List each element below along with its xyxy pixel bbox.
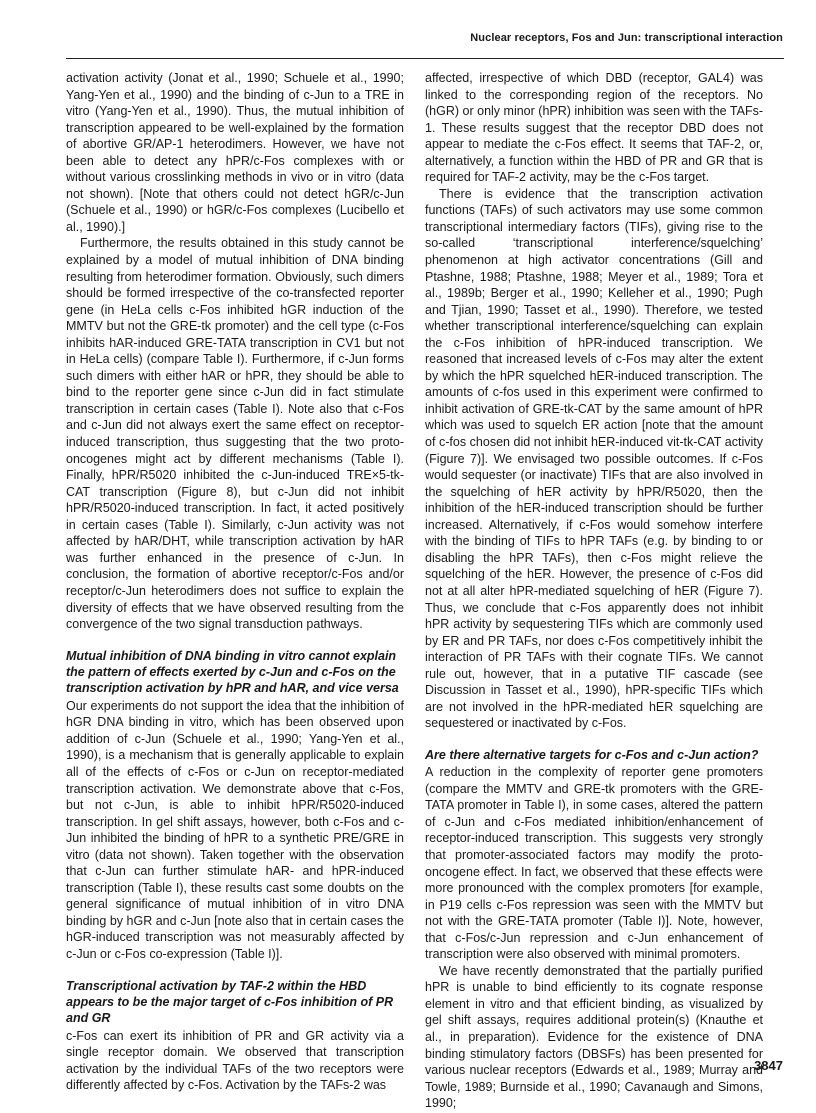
paragraph: activation activity (Jonat et al., 1990; Schuele et al., 1990; Yang-Yen et al., 1990) and the binding of c-Jun to a TRE in vitro (Yang-Yen et al., 1990). Thus, the mutual inhibition of transcription appeared to be well-explained by the formation of abortive GR/AP-1 heterodimers. However, we have not been able to detect any hPR/c-Fos complexes with or without various crosslinking methods in vivo or in vitro (data not shown). [Note that others could not detect hGR/c-Jun (Schuele et al., 1990) or hGR/c-Fos complexes (Lucibello et al., 1990).] [66, 71, 404, 234]
paragraph: c-Fos can exert its inhibition of PR and GR activity via a single receptor domain. We observed that transcription activation by the individual TAFs of the two receptors were differently affected by c-Fos. Activation by the TAFs-2 was [66, 1028, 404, 1093]
page-number: 3847 [754, 1058, 783, 1073]
right-column [425, 70, 763, 1112]
running-head: Nuclear receptors, Fos and Jun: transcriptional interaction [470, 32, 783, 44]
paragraph: A reduction in the complexity of reporter gene promoters (compare the MMTV and GRE-tk promoters with the GRE-TATA promoter in Table I), in some cases, altered the pattern of c-Jun and c-Fos mediated inhibition/enhancement of receptor-induced transcription. This suggests very strongly that promoter-associated factors may modify the proto-oncogene effect. In fact, we observed that these effects were more pronounced with the complex promoters [for example, in P19 cells c-Fos repression was seen with the MMTV but not with the GRE-TATA promoter (Table I)]. Note, however, that c-Fos/c-Jun repression and c-Jun enhancement of transcription were also observed with minimal promoters. [425, 765, 763, 962]
section-heading: Transcriptional activation by TAF-2 within the HBD appears to be the major target of c-Fos inhibition of PR and GR [66, 978, 394, 1026]
paragraph: There is evidence that the transcription activation functions (TAFs) of such activators may use some common transcriptional intermediary factors (TIFs), giving rise to the so-called ‘transcriptional interference/squelching’ phenomenon at high activator concentrations (Gill and Ptashne, 1988; Ptashne, 1988; Meyer et al., 1989; Tora et al., 1989b; Berger et al., 1990; Kelleher et al., 1990; Pugh and Tjian, 1990; Tasset et al., 1990). Therefore, we tested whether transcriptional interference/squelching can explain the c-Fos inhibition of hPR-induced transcription. We reasoned that increased levels of c-Fos may alter the extent by which the hPR squelched hER-induced transcription. The amounts of c-fos used in this experiment were confirmed to inhibit activation of GRE-tk-CAT by the same amount of hPR which was used to squelch ER action [note that the amount of c-fos chosen did not inhibit hER-induced vit-tk-CAT activity (Figure 7)]. We envisaged two possible outcomes. If c-Fos would sequester (or inactivate) TIFs that are also involved in the squelching of hER activity by hPR/R5020, then the inhibition of the hER-induced transcription should be further increased. Alternatively, if c-Fos would somehow interfere with the binding of TIFs to hPR TAFs (e.g. by binding to or disabling the hPR TAFs), then c-Fos might relieve the squelching of the hER. However, the presence of c-Fos did not at all alter hPR-mediated squelching of hER (Figure 7). Thus, we conclude that c-Fos apparently does not inhibit hPR activity by sequestering TIFs which are commonly used by ER and PR TAFs, nor does c-Fos competitively inhibit the interaction of PR TAFs with their cognate TIFs. We cannot rule out, however, that in a putative TIF cascade (see Discussion in Tasset et al., 1990), hPR-specific TIFs which are not involved in the hPR-mediated hER squelching are sequestered or inactivated by c-Fos. [425, 186, 763, 731]
spacer [66, 963, 404, 971]
section-heading: Are there alternative targets for c-Fos and c-Jun action? [425, 747, 759, 762]
paragraph: Furthermore, the results obtained in this study cannot be explained by a model of mutual inhibition of DNA binding resulting from heterodimer formation. Obviously, such dimers should be formed irrespective of the co-transfected reporter gene (in HeLa cells c-Fos inhibited hGR induction of the MMTV but not the GRE-tk promoter) and the cell type (c-Fos inhibits hAR-induced GRE-TATA transcription in CV1 but not in HeLa cells) (compare Table I). Furthermore, if c-Jun forms such dimers with either hAR or hPR, they should be able to bind to the reporter gene since c-Jun did in fact stimulate transcription in certain cases (Table I). Note also that c-Fos and c-Jun did not always exert the same effect on receptor-induced transcription, thus suggesting that the two proto-oncogenes might act by different mechanisms (Table I). Finally, hPR/R5020 inhibited the c-Jun-induced TRE×5-tk-CAT transcription (Figure 8), but c-Jun did not inhibit hPR/R5020-induced transcription. In fact, it acted positively in certain cases (Table I). Similarly, c-Jun activity was not affected by hAR/DHT, while transcription activation by hAR was further enhanced in the presence of c-Jun. In conclusion, the formation of abortive receptor/c-Fos and/or receptor/c-Jun heterodimers does not suffice to explain the diversity of effects that we have observed resulting from the convergence of the two signal transduction pathways. [66, 236, 404, 632]
section-heading: Mutual inhibition of DNA binding in vitro cannot explain the pattern of effects exerted by c-Jun and c-Fos on the transcription activation by hPR and hAR, and vice versa [66, 648, 399, 696]
spacer [425, 732, 763, 740]
paragraph: affected, irrespective of which DBD (receptor, GAL4) was linked to the corresponding region of the receptors. No (hGR) or only minor (hPR) inhibition was seen with the TAFs-1. These results suggest that the receptor DBD does not appear to mediate the c-Fos effect. It seems that TAF-2, or, alternatively, a function within the HBD of PR and GR that is required for TAF-2 activity, may be the c-Fos target. [425, 71, 763, 185]
left-column [66, 70, 404, 1094]
header-rule [66, 58, 784, 59]
page-header [0, 6, 816, 60]
paragraph: Our experiments do not support the idea that the inhibition of hGR DNA binding in vitro, which has been observed upon addition of c-Jun (Schuele et al., 1990; Yang-Yen et al., 1990), is a mechanism that is generally applicable to explain all of the effects of c-Fos or c-Jun on receptor-mediated transcription activation. We demonstrate above that c-Fos, but not c-Jun, is able to inhibit hPR/R5020-induced transcription. In gel shift assays, however, both c-Fos and c-Jun inhibited the binding of hPR to a synthetic PRE/GRE in vitro (data not shown). Taken together with the observation that c-Jun can further stimulate hAR- and hPR-induced transcription (Table I), these results cast some doubts on the general significance of mutual inhibition of in vitro DNA binding by hGR and c-Jun [note also that in certain cases the hGR-induced transcription was not measurably affected by c-Jun or c-Fos co-expression (Table I)]. [66, 698, 404, 962]
paragraph: We have recently demonstrated that the partially purified hPR is unable to bind efficiently to its cognate response element in vitro and that efficient binding, as visualized by gel shift assays, requires additional protein(s) (Knauthe et al., in preparation). Evidence for the existence of DNA binding stimulatory factors (DBSFs) has been presented for various nuclear receptors (Edwards et al., 1989; Murray and Towle, 1989; Burnside et al., 1990; Cavanaugh and Simons, 1990; [425, 963, 763, 1111]
spacer [66, 633, 404, 641]
